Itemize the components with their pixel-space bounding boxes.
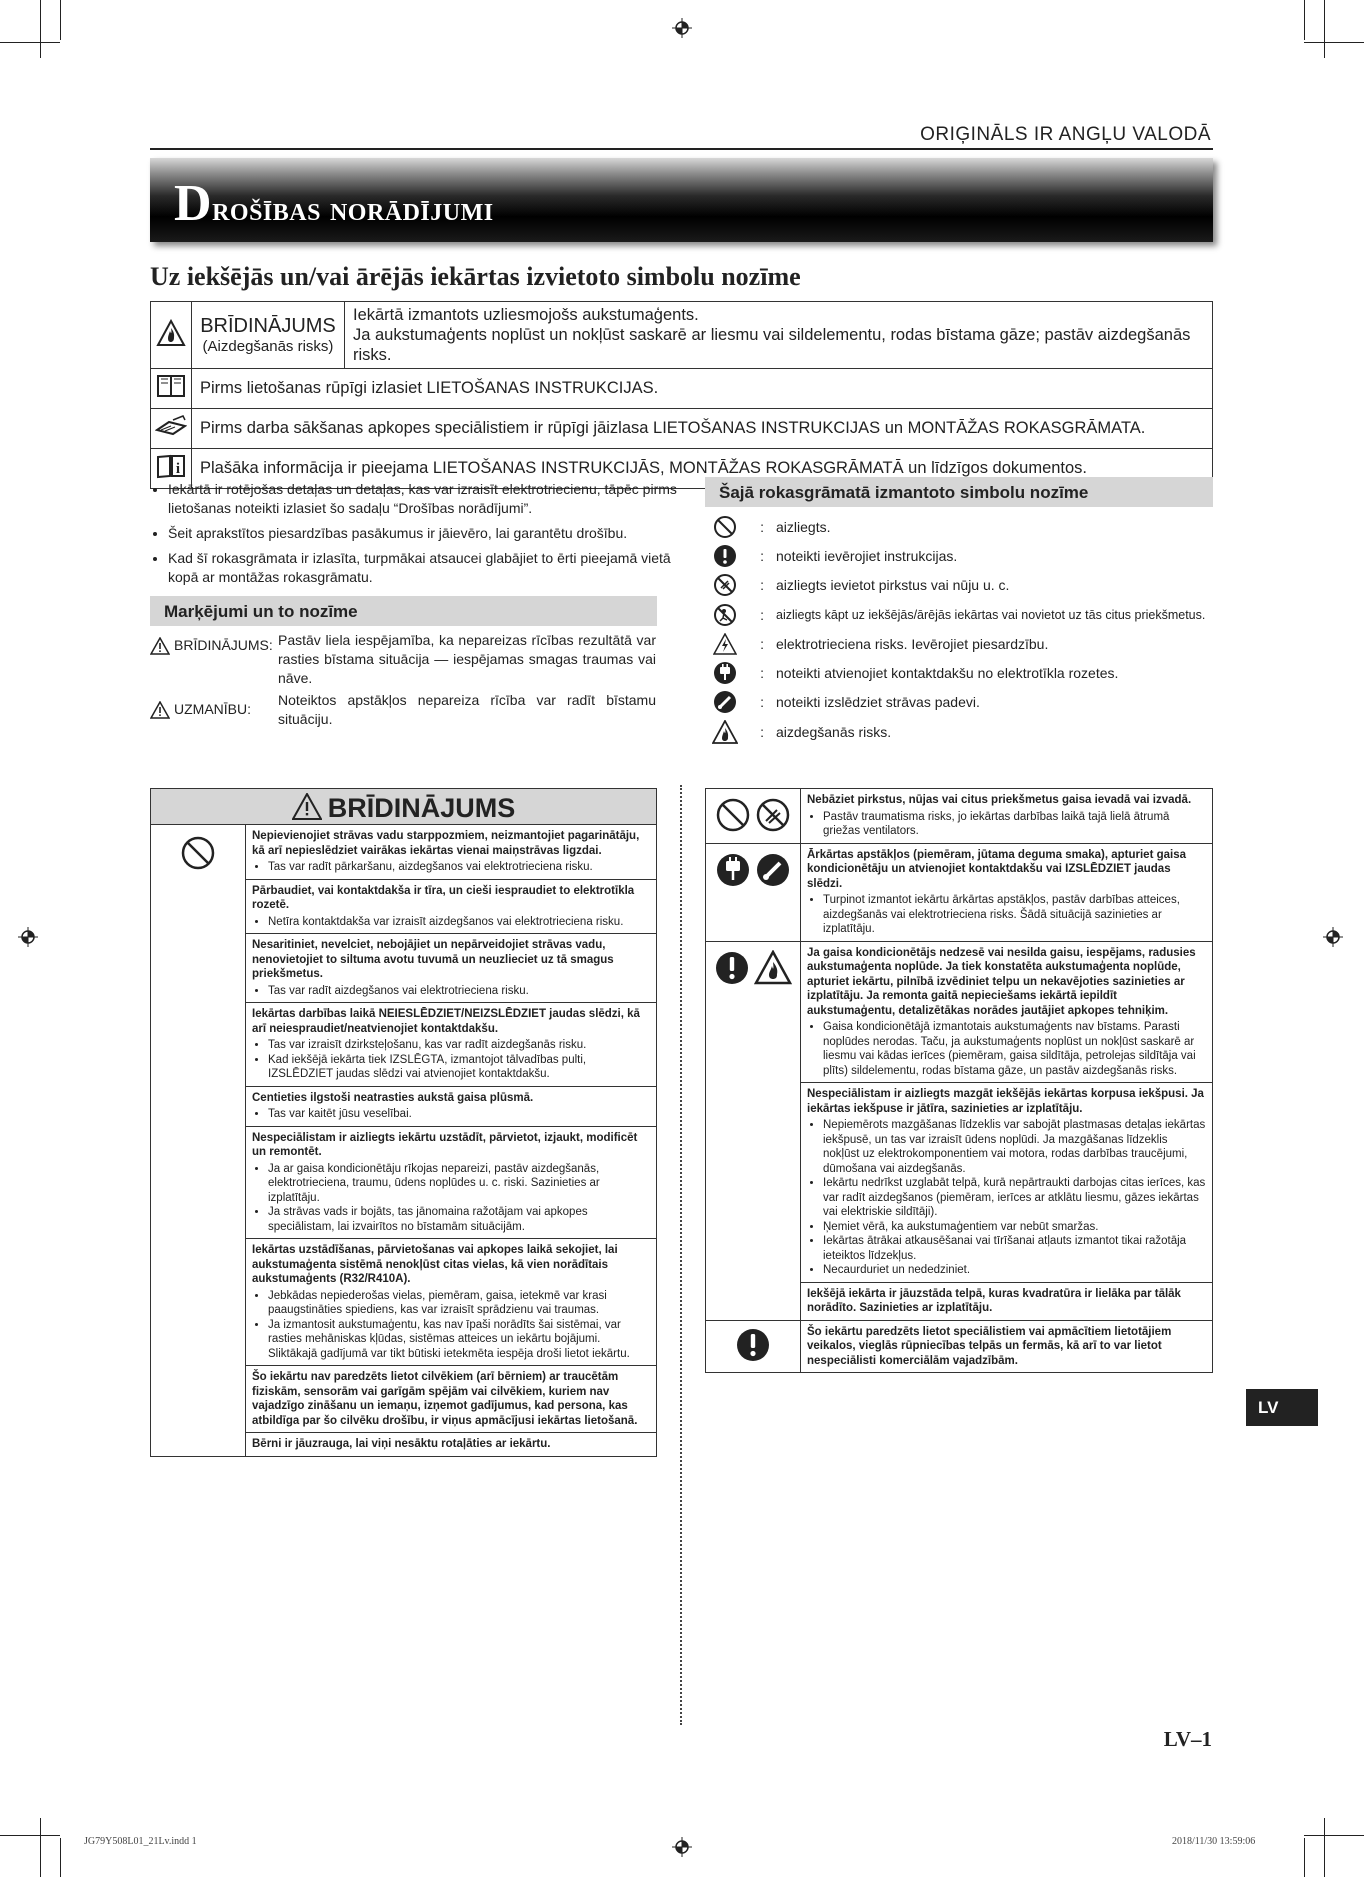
warning-block: Bērni ir jāuzrauga, lai viņi nesāktu rotaļāties ar iekārtu. <box>246 1433 657 1457</box>
page-title: Drošības norādījumi <box>174 175 494 232</box>
prohibited-icon <box>180 835 216 871</box>
marking-label: UZMANĪBU: <box>174 701 251 717</box>
list-item: : noteikti izslēdziet strāvas padevi. <box>710 688 1220 717</box>
warning-triangle-icon <box>292 793 322 820</box>
mandatory-icon <box>713 544 737 568</box>
manual-symbols-title: Šajā rokasgrāmatā izmantoto simbolu nozīme <box>705 477 1213 507</box>
column-separator <box>680 785 682 1725</box>
symbol-row-2: Pirms darba sākšanas apkopes speciālistiem ir rūpīgi jāizlasa LIETOŠANAS INSTRUKCIJAS un MONTĀŽAS ROKASGRĀMATA. <box>192 409 1213 449</box>
list-item: • Kad šī rokasgrāmata ir izlasīta, turpmākai atsaucei glabājiet to ērti pieejamā vietā kopā ar montāžas rokasgrāmatu. <box>168 549 678 587</box>
header-rule <box>150 148 1213 150</box>
symbol-row-1: Pirms lietošanas rūpīgi izlasiet LIETOŠANAS INSTRUKCIJAS. <box>192 369 1213 409</box>
warning-block: Ja gaisa kondicionētājs nedzesē vai nesilda gaisu, iespējams, radusies aukstumaģenta noplūde. Ja tiek konstatēta aukstumaģenta noplūde, apturiet iekārtu, pilnībā izvēdiniet telpu un nekavējoties sazinieties ar izplatītāju. Ja remonta gaitā nepieciešams iekārtā iepildīt aukstumaģentu, detalizētākas norādes jautājiet apkopes tehniķim. • Gaisa kondicionētājā izmantotais aukstumaģents nav bīstams. Parasti noplūdes nerodas. Taču, ja aukstumaģents noplūst un nokļūst saskarē ar liesmu vai kādas ierīces (piemēram, gaisa sildītāja, petrolejas sildītāja vai plīts) sildelementu, rodas bīstama gāze, un pastāv aizdegšanās risks. <box>801 941 1213 1083</box>
no-climb-icon <box>713 603 737 627</box>
language-tab: LV <box>1246 1389 1318 1426</box>
warning-block: Nepievienojiet strāvas vadu starppozmiem, neizmantojiet pagarinātāju, kā arī nepieslēdziet vairākas iekārtas vienai maiņstrāvas ligzdai. • Tas var radīt pārkaršanu, aizdegšanos vai elektrotrieciena risku. <box>246 825 657 880</box>
power-off-icon <box>755 852 791 888</box>
warning-block: Nebāziet pirkstus, nūjas vai citus priekšmetus gaisa ievadā vai izvadā. • Pastāv traumatisma risks, jo iekārtas darbības laikā tajā lielā ātrumā griežas ventilators. <box>801 789 1213 844</box>
warning-block: Šo iekārtu nav paredzēts lietot cilvēkiem (arī bērniem) ar traucētām fiziskām, sensorām vai garīgām spējām vai cilvēkiem, kuriem nav vajadzīgo zināšanu un iemaņu, izņemot gadījumus, kad persona, kas atbildīga par šo cilvēku drošību, ir viņus apmācījusi iekārtas lietošanā. <box>246 1366 657 1433</box>
warning-block: Šo iekārtu paredzēts lietot speciālistiem vai apmācītiem lietotājiem veikalos, vieglās rūpniecības telpās un fermās, kā arī to var lietot nespeciālisti komerciālām vajadzībām. <box>801 1320 1213 1373</box>
marking-text: Pastāv liela iespējamība, ka nepareizas rīcības rezultātā var rasties bīstama situācija — iespējamas smagas traumas vai nāve. <box>278 632 656 686</box>
registration-mark-icon <box>1323 927 1343 947</box>
registration-mark-icon <box>18 927 38 947</box>
manual-symbols-list <box>710 512 1220 746</box>
fire-icon <box>712 720 738 744</box>
warning-block: Iekšējā iekārta ir jāuzstāda telpā, kuras kvadratūra ir lielāka par tālāk norādīto. Sazinieties ar izplatītāju. <box>801 1282 1213 1320</box>
original-language-note: ORIĢINĀLS IR ANGĻU VALODĀ <box>920 124 1211 145</box>
warning-table-right <box>705 788 1213 1373</box>
manual-icon <box>156 373 186 399</box>
mandatory-icon <box>714 950 750 986</box>
warning-block: Pārbaudiet, vai kontaktdakša ir tīra, un cieši iespraudiet to elektrotīkla rozetē. • Netīra kontaktdakša var izraisīt aizdegšanos vai elektrotrieciena risku. <box>246 879 657 934</box>
list-item: : noteikti atvienojiet kontaktdakšu no elektrotīkla rozetes. <box>710 658 1220 687</box>
warning-table-left <box>150 788 657 1457</box>
fire-warning-icon <box>156 319 186 347</box>
list-item: : aizliegts ievietot pirkstus vai nūju u. c. <box>710 571 1220 600</box>
page-number: LV–1 <box>1163 1727 1212 1751</box>
symbols-section-title: Uz iekšējās un/vai ārējās iekārtas izvietoto simbolu nozīme <box>150 262 801 291</box>
list-item: : aizliegts. <box>710 512 1220 541</box>
no-finger-icon <box>755 797 791 833</box>
registration-mark-icon <box>672 18 692 38</box>
marking-caution <box>150 691 657 733</box>
warning-line-2: Ja aukstumaģents noplūst un nokļūst saskarē ar liesmu vai sildelementu, rodas bīstama gāze; pastāv aizdegšanās risks. <box>353 326 1191 364</box>
power-off-icon <box>713 690 737 714</box>
unplug-icon <box>715 852 751 888</box>
list-item: : elektrotrieciena risks. Ievērojiet piesardzību. <box>710 629 1220 658</box>
warning-sub: (Aizdegšanās risks) <box>202 338 334 355</box>
list-item: : noteikti ievērojiet instrukcijas. <box>710 541 1220 570</box>
info-manual-icon <box>156 453 186 479</box>
list-item: • Šeit aprakstītos piesardzības pasākumus ir jāievēro, lai garantētu drošību. <box>168 524 678 543</box>
prohibited-icon <box>715 797 751 833</box>
warning-title: BRĪDINĀJUMS <box>327 793 516 823</box>
intro-bullets <box>150 480 678 593</box>
markings-title: Marķējumi un to nozīme <box>150 596 657 626</box>
footer-file: JG79Y508L01_21Lv.indd 1 <box>84 1836 197 1847</box>
marking-label: BRĪDINĀJUMS: <box>174 637 273 653</box>
list-item: • Iekārtā ir rotējošas detaļas un detaļas, kas var izraisīt elektrotriecienu, tāpēc pirms lietošanas noteikti izlasiet šo sadaļu “Drošības norādījumi”. <box>168 480 678 518</box>
marking-warning <box>150 631 657 691</box>
marking-text: Noteiktos apstākļos nepareiza rīcība var radīt bīstamu situāciju. <box>278 692 656 727</box>
page-title-banner <box>150 158 1213 242</box>
warning-block: Ārkārtas apstākļos (piemēram, jūtama deguma smaka), apturiet gaisa kondicionētāju un atvienojiet kontaktdakšu vai IZSLĒDZIET jaudas slēdzi. • Turpinot izmantot iekārtu ārkārtas apstākļos, pastāv darbības atteices, aizdegšanās vai elektrotrieciena risks. Šādā situācijā sazinieties ar izplatītāju. <box>801 843 1213 941</box>
list-item: : aizliegts kāpt uz iekšējās/ārējās iekārtas vai novietot uz tās citus priekšmetus. <box>710 600 1220 629</box>
warning-triangle-icon <box>150 637 170 655</box>
fire-icon <box>754 950 792 986</box>
warning-block: Centieties ilgstoši neatrasties aukstā gaisa plūsmā. • Tas var kaitēt jūsu veselībai. <box>246 1086 657 1126</box>
unit-symbols-table <box>150 301 1213 489</box>
prohibited-icon <box>713 515 737 539</box>
unplug-icon <box>713 661 737 685</box>
footer-timestamp: 2018/11/30 13:59:06 <box>1172 1836 1256 1847</box>
warning-block: Nesaritiniet, nevelciet, nebojājiet un nepārveidojiet strāvas vadu, nenovietojiet to siltuma avotu tuvumā un neuzlieciet uz tā smagus priekšmetus. • Tas var radīt aizdegšanos vai elektrotrieciena risku. <box>246 934 657 1003</box>
no-finger-icon <box>713 573 737 597</box>
warning-label: BRĪDINĀJUMS <box>200 315 336 337</box>
warning-block: Nespeciālistam ir aizliegts mazgāt iekšējās iekārtas korpusa iekšpusi. Ja iekārtas iekšpuse ir jātīra, sazinieties ar izplatītāju. • Nepiemērots mazgāšanas līdzeklis var sabojāt plastmasas detaļas iekārtas iekšpusē, un tas var izraisīt ūdens noplūdi. Ja mazgāšanas līdzeklis nokļūst uz elektrokomponentiem vai motora, rodas darbības traucējumi, dūmošana vai aizdegšanās. • Iekārtu nedrīkst uzglabāt telpā, kurā nepārtraukti darbojas citas ierīces, kas var radīt aizdegšanos (piemēram, ierīces ar atklātu liesmu, gāzes iekārtas vai elektriskie sildītāji). • Ņemiet vērā, ka aukstumaģentiem var nebūt smaržas. • Iekārtas ātrākai atkausēšanai vai tīrīšanai atļauts izmantot tikai ražotāja ieteiktos līdzekļus. • Necaurduriet un nededziniet. <box>801 1083 1213 1283</box>
electric-shock-icon <box>713 633 737 655</box>
service-manual-icon <box>155 414 187 438</box>
list-item: : aizdegšanās risks. <box>710 717 1220 746</box>
caution-triangle-icon <box>150 701 170 719</box>
svg-text:i: i <box>175 461 181 477</box>
mandatory-icon <box>735 1327 771 1363</box>
registration-mark-icon <box>672 1837 692 1857</box>
warning-line-1: Iekārtā izmantots uzliesmojošs aukstumaģents. <box>353 306 699 324</box>
warning-block: Iekārtas darbības laikā NEIESLĒDZIET/NEIZSLĒDZIET jaudas slēdzi, kā arī neiespraudiet/neatvienojiet kontaktdakšu. • Tas var izraisīt dzirksteļošanu, kas var radīt aizdegšanās risku. • Kad iekšējā iekārta tiek IZSLĒGTA, izmantojot tālvadības pulti, IZSLĒDZIET jaudas slēdzi vai atvienojiet kontaktdakšu. <box>246 1003 657 1087</box>
warning-block: Iekārtas uzstādīšanas, pārvietošanas vai apkopes laikā sekojiet, lai aukstumaģenta sistēmā nenokļūst citas vielas, kā vien norādītais aukstumaģents (R32/R410A). • Jebkādas nepiederošas vielas, piemēram, gaisa, ietekmē var krasi paaugstināties spiediens, kas var izraisīt sprādzienu vai traumas. • Ja izmantosit aukstumaģentu, kas nav īpaši norādīts šai sistēmai, var rasties mehāniskas kļūdas, sistēmas atteices un iekārtu bojājumi. Sliktākajā gadījumā var tikt būtiski ietekmēta iespēja droši lietot iekārtu. <box>246 1239 657 1366</box>
symbol-row-3: Plašāka informācija ir pieejama LIETOŠANAS INSTRUKCIJĀS, MONTĀŽAS ROKASGRĀMATĀ un līdzīgos dokumentos. <box>192 449 1213 489</box>
warning-block: Nespeciālistam ir aizliegts iekārtu uzstādīt, pārvietot, izjaukt, modificēt un remontēt. • Ja ar gaisa kondicionētāju rīkojas nepareizi, pastāv aizdegšanās, elektrotrieciena, traumu, ūdens noplūdes u. c. riski. Sazinieties ar izplatītāju. • Ja strāvas vads ir bojāts, tas jānomaina ražotājam vai apkopes speciālistam, lai izvairītos no bīstamām situācijām. <box>246 1126 657 1239</box>
